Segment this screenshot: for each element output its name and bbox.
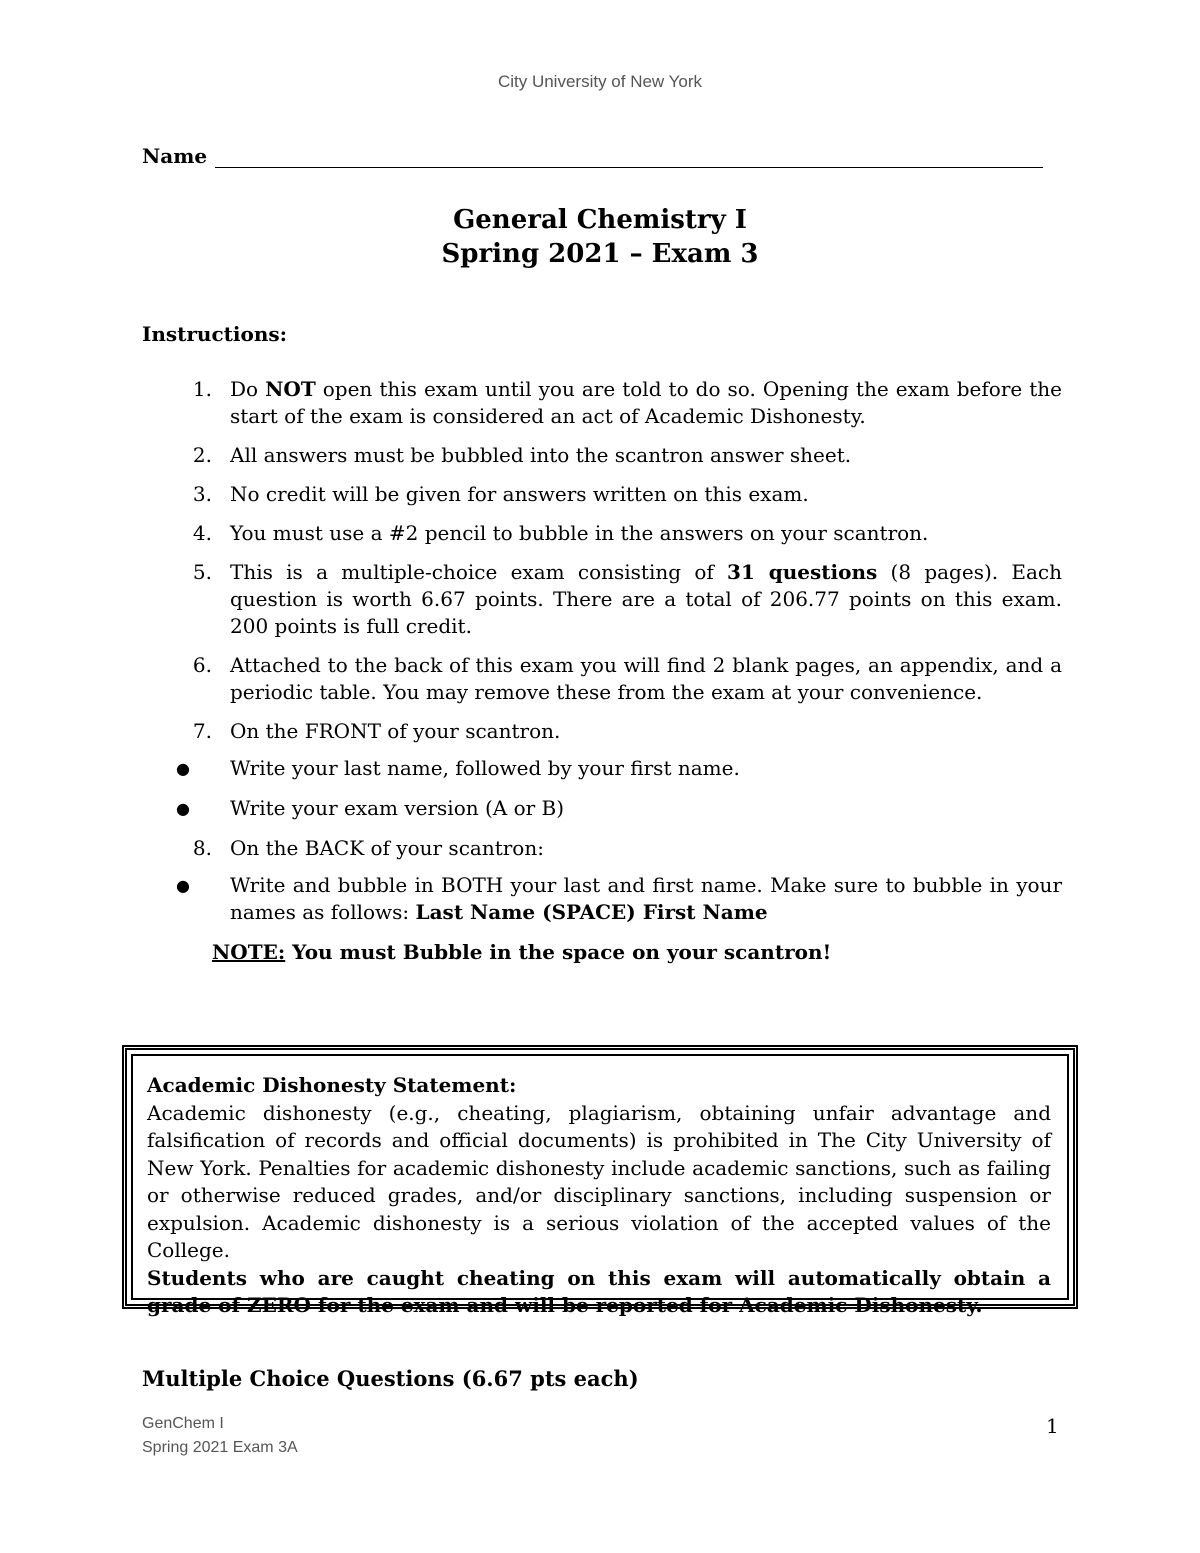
page-header-institution: City University of New York [497,72,703,91]
bullet-item: ● Write your last name, followed by your first name. [142,755,1062,782]
instruction-item-4: 4. You must use a #2 pencil to bubble in the answers on your scantron. [192,521,929,545]
bullet-item: ● Write and bubble in BOTH your last and first name. Make sure to bubble in your names as follows: Last Name (SPACE) First Name [142,872,1062,926]
statement-title: Academic Dishonesty Statement: [147,1073,517,1097]
multiple-choice-heading: Multiple Choice Questions (6.67 pts each) [142,1366,639,1391]
instruction-item-8: 8. On the BACK of your scantron: [192,836,544,860]
name-label: Name [142,144,208,168]
instructions-list [142,376,1062,966]
back-bullet-list [142,872,1062,926]
instruction-item-5: 5. This is a multiple-choice exam consisting of 31 questions (8 pages). Each question is worth 6.67 points. There are a total of 206.77 points on this exam. 200 points is full credit. [192,560,1063,638]
bullet-icon: ● [176,799,190,818]
course-title: General Chemistry I [453,205,747,235]
exam-subtitle: Spring 2021 – Exam 3 [441,239,759,269]
instruction-item-7: 7. On the FRONT of your scantron. [192,719,561,743]
statement-body: Academic dishonesty (e.g., cheating, plagiarism, obtaining unfair advantage and falsification of records and official documents) is prohibited in The City University of New York. Penalties for academic dishonesty include academic sanctions, such as failing or otherwise reduced grades, and/or disciplinary sanctions, including suspension or expulsion. Academic dishonesty is a serious violation of the accepted values of the College. [147,1100,1051,1262]
bullet-icon: ● [176,876,190,895]
name-field [142,144,1043,168]
instruction-item-3: 3. No credit will be given for answers written on this exam. [192,482,809,506]
note-label: NOTE: [212,940,286,964]
bullet-icon: ● [176,759,190,778]
footer-course: GenChem I [142,1415,224,1432]
instructions-heading: Instructions: [142,322,288,346]
page-number: 1 [1046,1414,1059,1438]
front-bullet-list [142,755,1062,822]
instruction-item-2: 2. All answers must be bubbled into the scantron answer sheet. [192,443,852,467]
statement-warning: Students who are caught cheating on this exam will automatically obtain a grade of ZERO for the exam and will be reported for Academic Dishonesty. [147,1265,1051,1317]
academic-dishonesty-statement [122,1045,1078,1317]
exam-title [0,203,1200,271]
scantron-note: NOTE: You must Bubble in the space on your scantron! [212,940,832,964]
instruction-item-1: 1. Do NOT open this exam until you are told to do so. Opening the exam before the start of the exam is considered an act of Academic Dishonesty. [192,377,1063,428]
footer-exam-version: Spring 2021 Exam 3A [142,1439,298,1456]
bullet-item: ● Write your exam version (A or B) [142,795,1062,822]
instruction-item-6: 6. Attached to the back of this exam you will find 2 blank pages, an appendix, and a periodic table. You may remove these from the exam at your convenience. [192,653,1062,704]
name-blank-line[interactable] [215,149,1043,168]
page-footer [142,1412,298,1460]
